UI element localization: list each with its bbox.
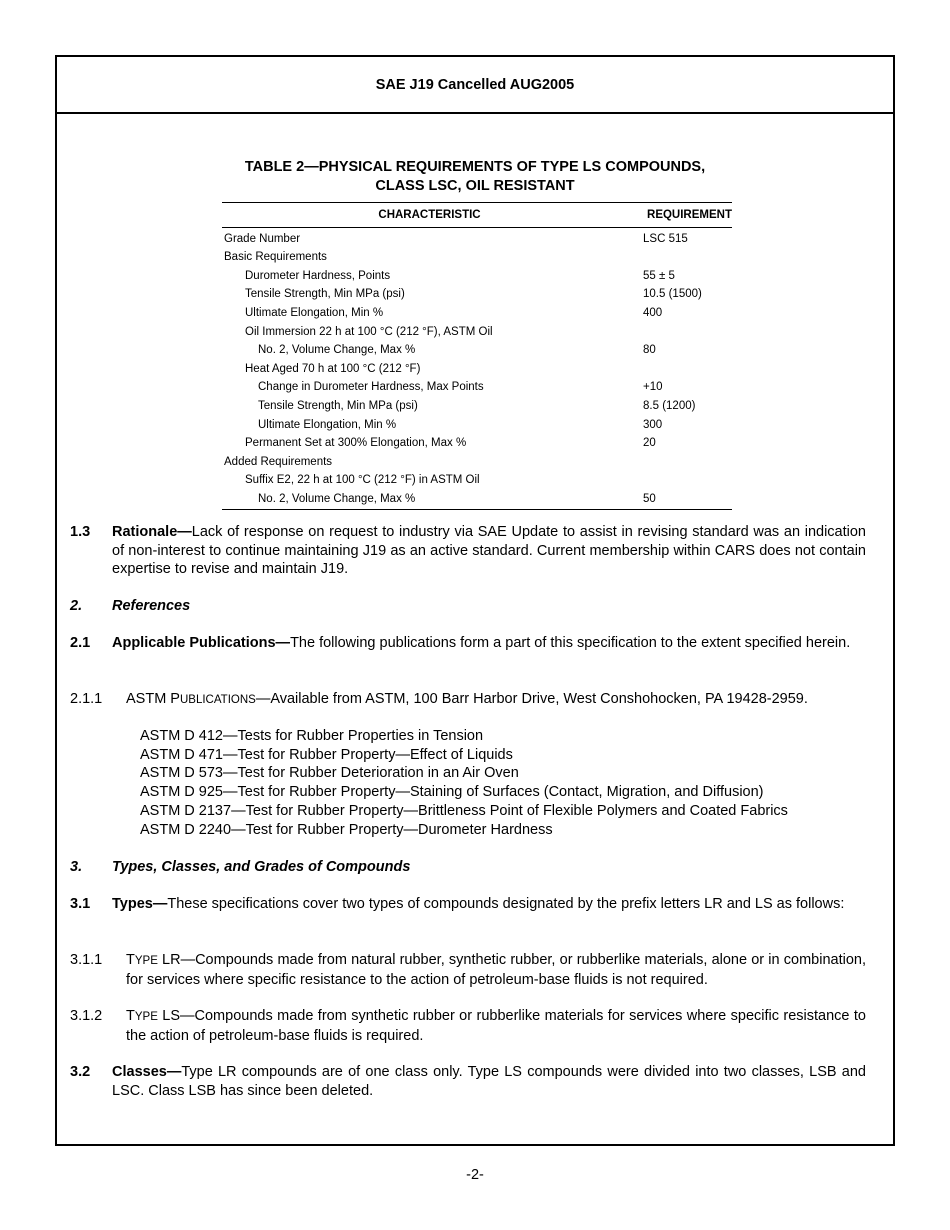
section-number: 2.1 xyxy=(70,635,91,651)
cell-characteristic: Tensile Strength, Min MPa (psi) xyxy=(245,288,405,301)
cell-requirement xyxy=(637,360,732,379)
col-characteristic-header: CHARACTERISTIC xyxy=(222,203,637,228)
page-number: -2- xyxy=(466,1167,484,1183)
section-text: LS—Compounds made from synthetic rubber or rubberlike materials for services where specific resistance to the action of petroleum-base fluids is required. xyxy=(126,1008,866,1044)
table-row xyxy=(222,378,732,397)
table-row xyxy=(222,227,732,248)
reference-item: ASTM D 2137—Test for Rubber Property—Brittleness Point of Flexible Polymers and Coated Fabrics xyxy=(140,802,788,819)
table-2-title-line-1: TABLE 2—PHYSICAL REQUIREMENTS OF TYPE LS COMPOUNDS, xyxy=(244,159,706,175)
section-heading: Types, Classes, and Grades of Compounds xyxy=(112,859,411,875)
section-number: 3.1.1 xyxy=(70,952,103,968)
table-row xyxy=(222,490,732,509)
section-heading: Applicable Publications— xyxy=(112,635,291,651)
cell-requirement xyxy=(637,453,732,472)
reference-item: ASTM D 412—Tests for Rubber Properties in Tension xyxy=(140,728,484,744)
header-title: SAE J19 Cancelled AUG2005 xyxy=(375,76,575,93)
table-row xyxy=(222,248,732,267)
cell-characteristic: Added Requirements xyxy=(224,455,333,468)
cell-requirement: 8.5 (1200) xyxy=(643,399,696,412)
section-body xyxy=(112,634,866,653)
reference-item: ASTM D 925—Test for Rubber Property—Staining of Surfaces (Contact, Migration, and Diffusion) xyxy=(140,784,764,801)
section-text: —Available from ASTM, 100 Barr Harbor Drive, West Conshohocken, PA 19428-2959. xyxy=(255,691,808,707)
table-row xyxy=(222,323,732,342)
table-row xyxy=(222,397,732,416)
section-body xyxy=(126,690,866,710)
cell-requirement: 55 ± 5 xyxy=(643,269,675,282)
section-heading-cap: T xyxy=(126,1008,135,1024)
section-text: These specifications cover two types of compounds designated by the prefix letters LR and LS as follows: xyxy=(167,896,845,912)
table-row xyxy=(222,285,732,304)
table-row xyxy=(222,416,732,435)
cell-requirement: 20 xyxy=(643,437,656,450)
section-number: 3. xyxy=(70,859,83,875)
cell-characteristic: Tensile Strength, Min MPa (psi) xyxy=(258,399,418,412)
table-row xyxy=(222,453,732,472)
reference-item: ASTM D 471—Test for Rubber Property—Effect of Liquids xyxy=(140,746,513,763)
requirements-table xyxy=(222,202,732,510)
table-2-title-line-2: CLASS LSC, OIL RESISTANT xyxy=(375,178,575,194)
cell-characteristic: Ultimate Elongation, Min % xyxy=(245,306,384,319)
cell-requirement: +10 xyxy=(643,381,663,394)
section-body xyxy=(112,523,866,579)
cell-requirement: 400 xyxy=(643,306,663,319)
section-number: 2. xyxy=(70,598,83,614)
section-number: 1.3 xyxy=(70,524,91,540)
section-heading: Classes— xyxy=(112,1064,182,1080)
section-heading-smallcaps: YPE xyxy=(134,955,158,967)
table-row xyxy=(222,267,732,286)
cell-characteristic: Ultimate Elongation, Min % xyxy=(258,418,397,431)
section-heading: Rationale— xyxy=(112,524,192,540)
cell-requirement xyxy=(637,323,732,342)
section-heading-cap: ASTM P xyxy=(126,691,180,707)
cell-characteristic: No. 2, Volume Change, Max % xyxy=(258,344,416,357)
cell-requirement xyxy=(637,471,732,490)
cell-requirement: LSC 515 xyxy=(643,232,688,245)
section-number: 2.1.1 xyxy=(70,691,103,707)
astm-reference-list xyxy=(140,727,788,839)
cell-characteristic: Suffix E2, 22 h at 100 °C (212 °F) in ASTM Oil xyxy=(245,474,480,487)
document-header xyxy=(57,57,893,114)
section-text: LR—Compounds made from natural rubber, synthetic rubber, or rubberlike materials, alone or in combination, for services where specific resistance to the action of petroleum-base fluids is not required. xyxy=(126,952,866,988)
table-2-title xyxy=(57,158,893,196)
section-heading: References xyxy=(112,598,191,614)
section-body xyxy=(126,951,866,989)
cell-characteristic: Grade Number xyxy=(224,232,301,245)
section-body xyxy=(126,1007,866,1045)
section-heading-smallcaps: UBLICATIONS xyxy=(179,694,256,706)
cell-requirement: 80 xyxy=(643,344,656,357)
section-body xyxy=(112,895,866,914)
section-number: 3.1.2 xyxy=(70,1008,103,1024)
cell-requirement xyxy=(637,248,732,267)
cell-characteristic: Change in Durometer Hardness, Max Points xyxy=(258,381,484,394)
cell-requirement: 10.5 (1500) xyxy=(643,288,702,301)
section-body xyxy=(112,1063,866,1100)
table-row xyxy=(222,360,732,379)
cell-requirement: 50 xyxy=(637,490,732,509)
reference-item: ASTM D 573—Test for Rubber Deterioration in an Air Oven xyxy=(140,765,519,782)
table-row xyxy=(222,341,732,360)
table-header-row xyxy=(222,203,732,228)
section-number: 3.1 xyxy=(70,896,91,912)
cell-characteristic: Oil Immersion 22 h at 100 °C (212 °F), ASTM Oil xyxy=(245,325,493,338)
section-heading-smallcaps: YPE xyxy=(134,1011,158,1023)
reference-item: ASTM D 2240—Test for Rubber Property—Durometer Hardness xyxy=(140,821,553,838)
cell-characteristic: Basic Requirements xyxy=(224,251,327,264)
cell-requirement: 300 xyxy=(643,418,663,431)
section-text: Lack of response on request to industry via SAE Update to assist in revising standard was an indication of non-interest to continue maintaining J19 as an active standard. Current membership within CARS does not contain expertise to revise and maintain J19. xyxy=(112,524,866,578)
cell-characteristic: Permanent Set at 300% Elongation, Max % xyxy=(245,437,467,450)
section-text: Type LR compounds are of one class only. Type LS compounds were divided into two classes, LSB and LSC. Class LSB has since been deleted. xyxy=(112,1064,866,1099)
section-text: The following publications form a part of this specification to the extent specified herein. xyxy=(290,635,851,651)
section-heading: Types— xyxy=(112,896,168,912)
section-heading-cap: T xyxy=(126,952,135,968)
cell-characteristic: No. 2, Volume Change, Max % xyxy=(222,490,637,509)
section-number: 3.2 xyxy=(70,1064,91,1080)
cell-characteristic: Durometer Hardness, Points xyxy=(245,269,391,282)
col-requirement-header: REQUIREMENT xyxy=(637,203,732,228)
cell-characteristic: Heat Aged 70 h at 100 °C (212 °F) xyxy=(245,362,421,375)
table-row xyxy=(222,304,732,323)
table-row xyxy=(222,471,732,490)
table-row xyxy=(222,434,732,453)
